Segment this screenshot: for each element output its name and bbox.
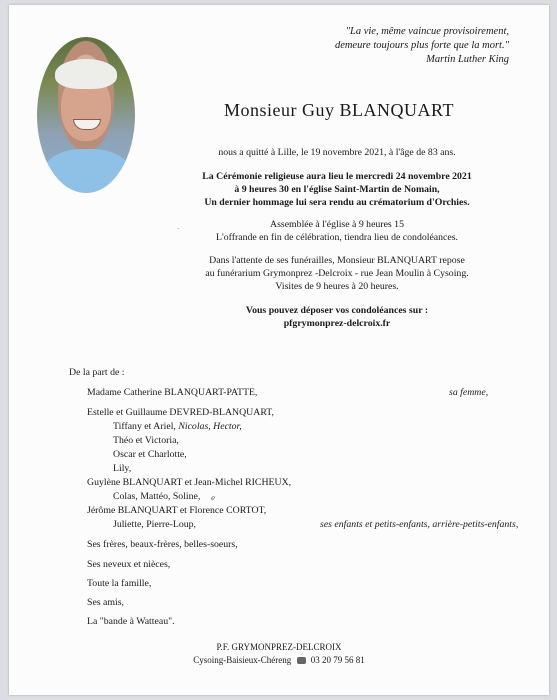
deceased-name: Monsieur Guy BLANQUART [224, 100, 454, 120]
paper-speck: ˋ [177, 227, 180, 235]
siblings: Ses frères, beaux-frères, belles-soeurs, [87, 539, 238, 550]
epigraph-quote [335, 25, 509, 67]
friends: Ses amis, [87, 597, 125, 608]
watteau-band: La "bande à Watteau". [87, 616, 175, 627]
death-announcement: nous a quitté à Lille, le 19 novembre 2021, à l'âge de 83 ans. [218, 147, 456, 158]
paper-speck-2: ℯ [211, 494, 216, 502]
obituary-page [9, 5, 549, 695]
ceremony-line-3: Un dernier hommage lui sera rendu au crématorium d'Orchies. [204, 197, 470, 208]
quote-author: Martin Luther King [426, 54, 509, 65]
grandchildren-1a-italic: Nicolas, Hector, [178, 421, 242, 432]
ceremony-details [157, 170, 517, 209]
family-3: Jérôme BLANQUART et Florence CORTOT, [87, 505, 267, 516]
portrait-shirt [41, 149, 133, 193]
grandchildren-2: Colas, Mattéo, Soline, [113, 491, 201, 502]
ceremony-line-2: à 9 heures 30 en l'église Saint-Martin de Nomain, [234, 184, 440, 195]
signoff-intro: De la part de : [69, 367, 125, 378]
wife-role: sa femme, [449, 387, 489, 398]
funeral-home-phone[interactable]: 03 20 79 56 81 [310, 655, 365, 665]
children-role: ses enfants et petits-enfants, arrière-petits-enfants, [320, 519, 519, 530]
portrait-hair [55, 59, 117, 89]
portrait-photo [37, 37, 135, 193]
funeral-home-contact [9, 654, 549, 667]
wife-name: Madame Catherine BLANQUART-PATTE, [87, 387, 258, 398]
nephews-nieces: Ses neveux et nièces, [87, 559, 171, 570]
funeral-home-footer [9, 641, 549, 667]
condolences-line: Vous pouvez déposer vos condoléances sur : [245, 305, 429, 316]
assembly-line-1: Assemblée à l'église à 9 heures 15 [270, 219, 404, 230]
family-2: Guylène BLANQUART et Jean-Michel RICHEUX, [87, 477, 292, 488]
grandchildren-3: Juliette, Pierre-Loup, [113, 519, 196, 530]
condolences-block [157, 304, 517, 330]
grandchildren-1c: Oscar et Charlotte, [113, 449, 187, 460]
grandchildren-1a [113, 421, 242, 432]
repose-line-2: au funérarium Grymonprez -Delcroix - rue Jean Moulin à Cysoing. [205, 268, 469, 279]
assembly-line-2: L'offrande en fin de célébration, tiendra lieu de condoléances. [215, 232, 459, 243]
assembly-details [157, 218, 517, 244]
quote-line-2: demeure toujours plus forte que la mort." [334, 40, 509, 51]
family-1: Estelle et Guillaume DEVRED-BLANQUART, [87, 407, 274, 418]
repose-line-1: Dans l'attente de ses funérailles, Monsieur BLANQUART repose [209, 255, 465, 266]
grandchildren-1b: Théo et Victoria, [113, 435, 179, 446]
funeral-home-name: P.F. GRYMONPREZ-DELCROIX [216, 642, 342, 652]
funeral-home-location: Cysoing-Baisieux-Chéreng [193, 655, 292, 665]
quote-line-1: "La vie, même vaincue provisoirement, [345, 26, 509, 37]
grandchildren-1a-plain: Tiffany et Ariel, [113, 421, 176, 432]
grandchildren-1d: Lily, [113, 463, 132, 474]
whole-family: Toute la famille, [87, 578, 152, 589]
ceremony-line-1: La Cérémonie religieuse aura lieu le mercredi 24 novembre 2021 [202, 171, 472, 182]
repose-details [157, 254, 517, 293]
condolences-link[interactable]: pfgrymonprez-delcroix.fr [283, 318, 391, 329]
phone-icon [297, 657, 306, 664]
repose-line-3: Visites de 9 heures à 20 heures. [275, 281, 399, 292]
